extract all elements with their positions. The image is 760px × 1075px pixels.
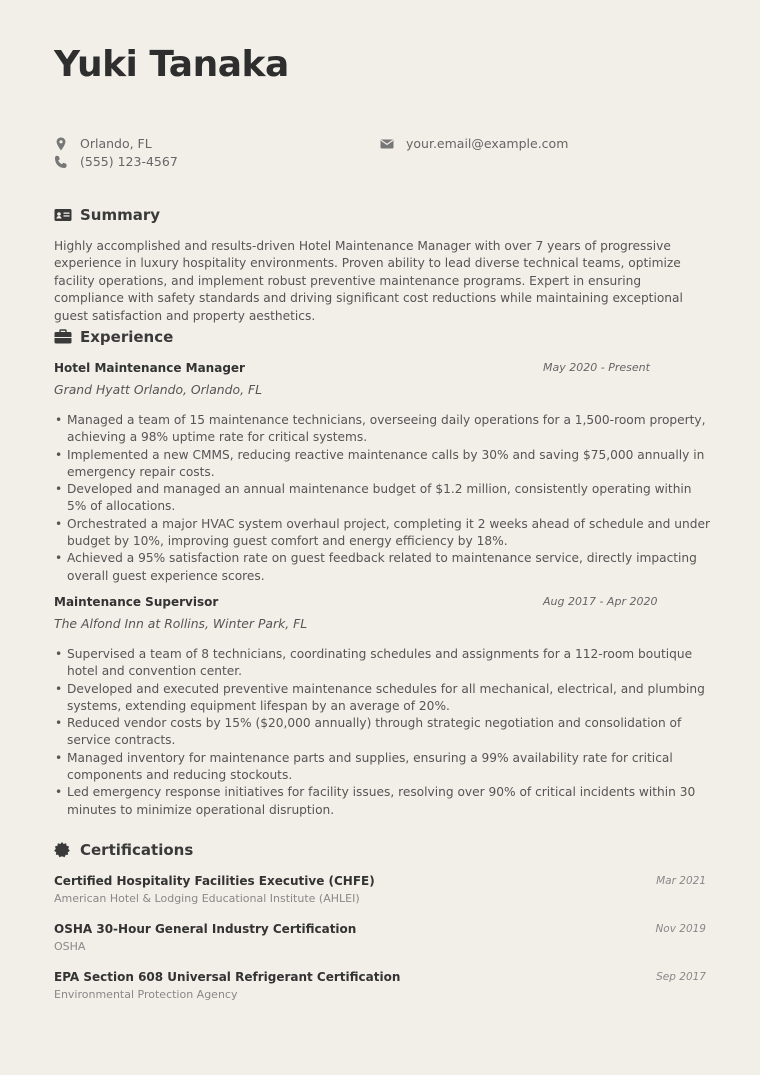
contact-location xyxy=(54,136,152,151)
badge-icon xyxy=(54,842,72,858)
map-pin-icon xyxy=(54,137,68,151)
job-bullet: • Supervised a team of 8 technicians, coordinating schedules and assignments for a 112-room boutique hotel and convention center. xyxy=(54,646,714,681)
job-bullet: • Developed and executed preventive maintenance schedules for all mechanical, electrical, and plumbing systems, extending equipment lifespan by an average of 20%. xyxy=(54,681,714,716)
job-bullet: • Reduced vendor costs by 15% ($20,000 annually) through strategic negotiation and consolidation of service contracts. xyxy=(54,715,714,750)
experience-heading-label: Experience xyxy=(80,328,174,346)
job-bullet: • Managed inventory for maintenance parts and supplies, ensuring a 99% availability rate for critical components and reducing stockouts. xyxy=(54,750,714,785)
cert-name: EPA Section 608 Universal Refrigerant Certification xyxy=(54,970,401,984)
job-bullet: • Orchestrated a major HVAC system overhaul project, completing it 2 weeks ahead of schedule and under budget by 10%, improving guest comfort and energy efficiency by 18%. xyxy=(54,516,714,551)
job-bullet: • Developed and managed an annual maintenance budget of $1.2 million, consistently operating within 5% of allocations. xyxy=(54,481,714,516)
cert-issuer: OSHA xyxy=(54,940,86,953)
phone-text: (555) 123-4567 xyxy=(80,154,178,169)
cert-issuer: American Hotel & Lodging Educational Institute (AHLEI) xyxy=(54,892,360,905)
job-bullets xyxy=(54,412,714,585)
cert-date: Sep 2017 xyxy=(656,971,706,983)
job-company: Grand Hyatt Orlando, Orlando, FL xyxy=(54,382,262,397)
cert-date: Nov 2019 xyxy=(655,923,706,935)
cert-date: Mar 2021 xyxy=(656,875,706,887)
job-bullets xyxy=(54,646,714,819)
job-title: Hotel Maintenance Manager xyxy=(54,361,245,375)
id-card-icon xyxy=(54,207,72,223)
phone-icon xyxy=(54,155,68,169)
job-title: Maintenance Supervisor xyxy=(54,595,219,609)
envelope-icon xyxy=(380,137,394,151)
job-dates: May 2020 - Present xyxy=(543,361,650,374)
cert-name: Certified Hospitality Facilities Executive (CHFE) xyxy=(54,874,375,888)
job-bullet: • Implemented a new CMMS, reducing reactive maintenance calls by 30% and saving $75,000 annually in emergency repair costs. xyxy=(54,447,714,482)
summary-heading xyxy=(54,206,160,224)
job-company: The Alfond Inn at Rollins, Winter Park, FL xyxy=(54,616,308,631)
cert-issuer: Environmental Protection Agency xyxy=(54,988,238,1001)
summary-text: Highly accomplished and results-driven Hotel Maintenance Manager with over 7 years of progressive experience in luxury hospitality environments. Proven ability to lead diverse technical teams, optimize facility operations, and implement robust preventive maintenance programs. Expert in ensuring compliance with safety standards and driving significant cost reductions while maintaining exceptional guest satisfaction and property aesthetics. xyxy=(54,239,683,323)
certifications-heading xyxy=(54,841,193,859)
job-bullet: • Achieved a 95% satisfaction rate on guest feedback related to maintenance service, directly impacting overall guest experience scores. xyxy=(54,550,714,585)
contact-phone xyxy=(54,154,178,169)
job-bullet: • Led emergency response initiatives for facility issues, resolving over 90% of critical incidents within 30 minutes to minimize operational disruption. xyxy=(54,784,714,819)
email-text[interactable]: your.email@example.com xyxy=(406,136,569,151)
location-text: Orlando, FL xyxy=(80,136,152,151)
job-dates: Aug 2017 - Apr 2020 xyxy=(543,595,658,608)
candidate-name: Yuki Tanaka xyxy=(54,44,289,85)
job-bullet: • Managed a team of 15 maintenance technicians, overseeing daily operations for a 1,500-room property, achieving a 98% uptime rate for critical systems. xyxy=(54,412,714,447)
cert-name: OSHA 30-Hour General Industry Certification xyxy=(54,922,357,936)
contact-email xyxy=(380,136,568,151)
experience-heading xyxy=(54,328,173,346)
summary-heading-label: Summary xyxy=(80,206,161,224)
certifications-heading-label: Certifications xyxy=(80,841,194,859)
briefcase-icon xyxy=(54,329,72,345)
